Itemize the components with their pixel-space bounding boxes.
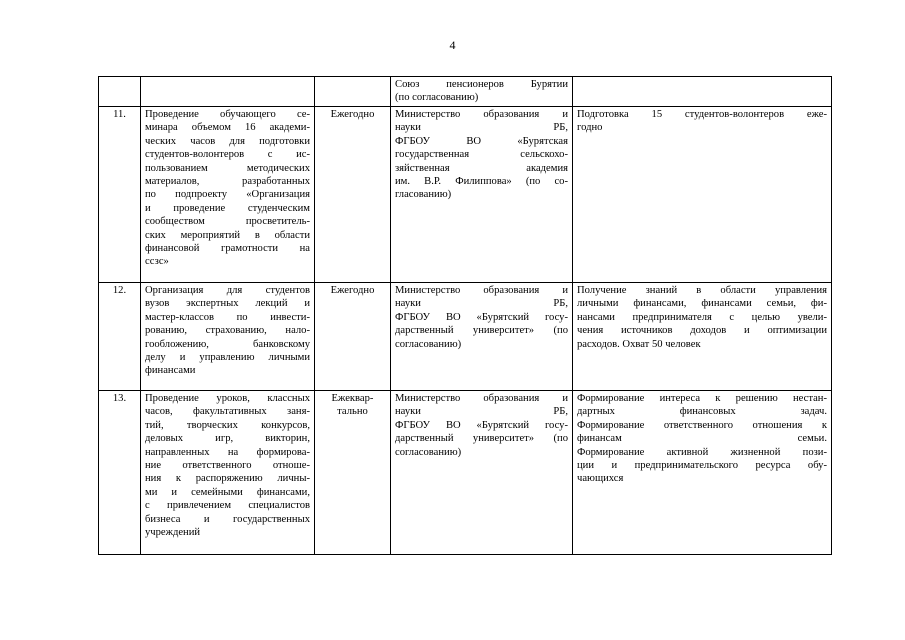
result-line: Формирование активной жизненной пози- [577, 446, 827, 458]
event-line: Организация для студентов [145, 285, 310, 296]
result-line: нансами предпринимателя с целью увели- [577, 311, 827, 323]
term-line: тально [337, 406, 368, 418]
cell-term [315, 77, 391, 107]
cell-executor [391, 107, 573, 283]
result-line: ции и предпринимательского ресурса обу- [577, 460, 827, 472]
cell-num: 12. [99, 283, 141, 391]
event-line: деловых игр, викторин, [145, 433, 310, 445]
result-line: Получение знаний в области управления [577, 285, 827, 296]
event-line: ния к распоряжению личны- [145, 473, 310, 485]
result-line: Подготовка 15 студентов-волонтеров еже- [577, 109, 827, 120]
cell-executor [391, 77, 573, 107]
executor-line: государственная сельскохо- [395, 149, 568, 161]
event-line: сообществом просветитель- [145, 216, 310, 228]
event-line: материалов, разработанных [145, 176, 310, 188]
event-line: пользованием методических [145, 162, 310, 174]
cell-event [141, 283, 315, 391]
page-number: 4 [449, 38, 456, 52]
cell-event [141, 391, 315, 555]
executor-line: согласованию) [395, 338, 462, 350]
cell-event [141, 107, 315, 283]
event-line: ми и семейными финансами, [145, 486, 310, 498]
executor-line: Министерство образования и [395, 285, 568, 296]
cell-result [573, 77, 832, 107]
event-line: финансами [145, 365, 196, 377]
event-line: тий, творческих конкурсов, [145, 419, 310, 431]
event-line: минара объемом 16 академи- [145, 122, 310, 134]
executor-line: Союз пенсионеров Бурятии [395, 79, 568, 90]
cell-num [99, 77, 141, 107]
executor-line: науки РБ, [395, 406, 568, 418]
executor-line: ФГБОУ ВО «Бурятский госу- [395, 311, 568, 323]
term-line: Ежеквар- [331, 393, 374, 404]
result-line: чающихся [577, 473, 624, 485]
result-line: Формирование интереса к решению нестан- [577, 393, 827, 404]
event-line: с привлечением специалистов [145, 500, 310, 512]
cell-result [573, 283, 832, 391]
executor-line: дарственный университет» (по [395, 433, 568, 445]
event-line: учреждений [145, 527, 201, 539]
event-line: ссзс» [145, 256, 169, 268]
cell-term [315, 391, 391, 555]
event-line: Проведение обучающего се- [145, 109, 310, 120]
cell-term [315, 283, 391, 391]
events-table [98, 76, 832, 555]
result-line: Формирование ответственного отношения к [577, 419, 827, 431]
event-line: ских мероприятий в области [145, 229, 310, 241]
event-line: по подпроекту «Организация [145, 189, 310, 201]
table-row-continuation [99, 77, 832, 107]
result-line: годно [577, 122, 603, 134]
cell-result [573, 107, 832, 283]
event-line: вузов экспертных лекций и [145, 298, 310, 310]
cell-result [573, 391, 832, 555]
cell-event [141, 77, 315, 107]
event-line: студентов-волонтеров с ис- [145, 149, 310, 161]
cell-term [315, 107, 391, 283]
executor-line: зяйственная академия [395, 162, 568, 174]
event-line: мастер-классов по инвести- [145, 311, 310, 323]
event-line: финансовой грамотности на [145, 243, 310, 255]
executor-line: науки РБ, [395, 122, 568, 134]
event-line: рованию, страхованию, нало- [145, 325, 310, 337]
table-row [99, 391, 832, 555]
event-line: Проведение уроков, классных [145, 393, 310, 404]
executor-line: гласованию) [395, 189, 452, 201]
executor-line: дарственный университет» (по [395, 325, 568, 337]
result-line: расходов. Охват 50 человек [577, 338, 701, 350]
term-line: Ежегодно [330, 109, 375, 120]
event-line: ние ответственного отноше- [145, 460, 310, 472]
result-line: финансам семьи. [577, 433, 827, 445]
table-row [99, 283, 832, 391]
executor-line: (по согласованию) [395, 92, 479, 104]
event-line: гообложению, банковскому [145, 338, 310, 350]
result-line: дартных финансовых задач. [577, 406, 827, 418]
executor-line: ФГБОУ ВО «Бурятский госу- [395, 419, 568, 431]
cell-num: 13. [99, 391, 141, 555]
cell-num: 11. [99, 107, 141, 283]
executor-line: согласованию) [395, 446, 462, 458]
event-line: делу и управлению личными [145, 352, 310, 364]
event-line: и проведение студенческим [145, 202, 310, 214]
event-line: часов, факультативных заня- [145, 406, 310, 418]
event-line: направленных на формирова- [145, 446, 310, 458]
table-row [99, 107, 832, 283]
executor-line: науки РБ, [395, 298, 568, 310]
cell-executor [391, 391, 573, 555]
executor-line: Министерство образования и [395, 393, 568, 404]
cell-executor [391, 283, 573, 391]
result-line: чения источников доходов и оптимизации [577, 325, 827, 337]
executor-line: Министерство образования и [395, 109, 568, 120]
executor-line: ФГБОУ ВО «Бурятская [395, 135, 568, 147]
result-line: личными финансами, финансами семьи, фи- [577, 298, 827, 310]
event-line: бизнеса и государственных [145, 513, 310, 525]
term-line: Ежегодно [330, 285, 375, 296]
event-line: ческих часов для подготовки [145, 135, 310, 147]
executor-line: им. В.Р. Филиппова» (по со- [395, 176, 568, 188]
